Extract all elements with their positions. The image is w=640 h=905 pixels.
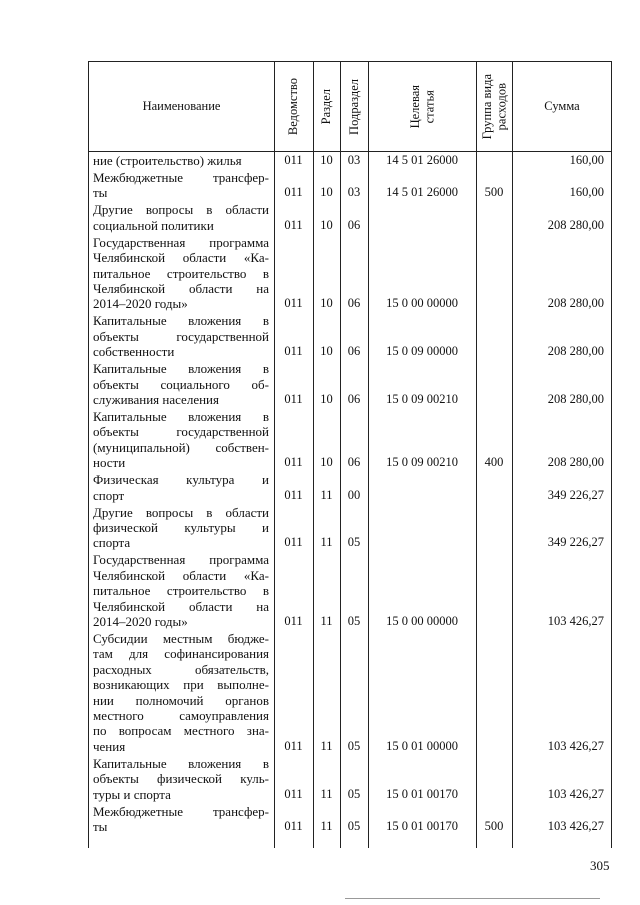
row-amount: 160,00 <box>569 152 604 167</box>
table-row <box>88 202 612 233</box>
row-amount: 208 280,00 <box>547 455 604 470</box>
header-expense-group-label <box>480 74 509 139</box>
table-row <box>88 313 612 359</box>
row-section: 11 <box>320 738 333 753</box>
row-name-line: Государственная программа <box>93 552 269 568</box>
row-name <box>93 202 269 233</box>
header-section-label: Раздел <box>319 88 334 125</box>
row-name-line: Челябинской области на <box>93 281 269 297</box>
row-name-line: Субсидии местным бюдже- <box>93 631 269 646</box>
row-target-article: 15 0 01 00170 <box>386 786 458 801</box>
header-amount <box>513 62 611 151</box>
row-name <box>93 552 269 629</box>
row-department: 011 <box>284 786 303 801</box>
header-name <box>89 62 274 151</box>
row-subsection: 06 <box>347 217 361 232</box>
header-target-line: статья <box>422 89 437 124</box>
row-department: 011 <box>284 185 303 200</box>
row-amount: 349 226,27 <box>547 487 604 502</box>
row-name-line: 2014–2020 годы» <box>93 296 188 312</box>
row-subsection: 06 <box>347 344 361 359</box>
row-name-line: ты <box>93 185 108 201</box>
row-subsection: 05 <box>347 535 361 550</box>
row-department: 011 <box>284 738 303 753</box>
header-subsection <box>341 62 368 151</box>
row-expense-group: 500 <box>484 818 504 833</box>
row-section: 11 <box>320 818 333 833</box>
row-name-line: по вопросам местного зна- <box>93 723 269 739</box>
header-bottom-border <box>88 151 612 152</box>
footer-rule <box>345 898 600 899</box>
row-subsection: 05 <box>347 786 361 801</box>
row-amount: 208 280,00 <box>547 217 604 232</box>
row-name-line: объекты социального об- <box>93 376 269 392</box>
row-amount: 208 280,00 <box>547 391 604 406</box>
row-name-line: ности <box>93 455 126 471</box>
row-target-article: 15 0 00 00000 <box>386 613 458 628</box>
row-name-line: объекты государственной <box>93 328 269 344</box>
row-department: 011 <box>284 455 303 470</box>
header-target-article <box>369 62 476 151</box>
row-expense-group: 500 <box>484 185 504 200</box>
table-row <box>88 409 612 471</box>
row-name-line: Капитальные вложения в <box>93 755 269 771</box>
table-row <box>88 472 612 503</box>
row-name <box>93 235 269 312</box>
row-name <box>93 804 269 835</box>
row-subsection: 00 <box>347 487 361 502</box>
row-name-line: расходных обязательств, <box>93 661 269 677</box>
row-name-line: Межбюджетные трансфер- <box>93 803 269 819</box>
row-subsection: 06 <box>347 391 361 406</box>
row-section: 10 <box>320 455 333 470</box>
row-name <box>93 313 269 359</box>
row-name-line: там для софинансирования <box>93 646 269 662</box>
row-subsection: 05 <box>347 613 361 628</box>
row-name-line: Физическая культура и <box>93 472 269 488</box>
row-amount: 349 226,27 <box>547 535 604 550</box>
row-name-line: Капитальные вложения в <box>93 409 269 424</box>
row-name <box>93 409 269 471</box>
budget-table <box>88 61 612 848</box>
header-amount-label: Сумма <box>544 99 580 113</box>
row-amount: 103 426,27 <box>547 786 604 801</box>
header-target-line: Целевая <box>408 84 423 129</box>
row-name-line: Государственная программа <box>93 234 269 250</box>
row-name-line: местного самоуправления <box>93 708 269 724</box>
row-name-line: Капитальные вложения в <box>93 361 269 377</box>
row-amount: 103 426,27 <box>547 613 604 628</box>
row-department: 011 <box>284 391 303 406</box>
row-name-line: служивания населения <box>93 392 219 407</box>
row-name-line: социальной политики <box>93 217 214 233</box>
row-name-line: Челябинской области на <box>93 598 269 614</box>
row-department: 011 <box>284 152 303 167</box>
header-name-label: Наименование <box>142 99 221 113</box>
row-name <box>93 472 269 503</box>
row-name-line: объекты государственной <box>93 424 269 440</box>
header-subsection-label: Подраздел <box>346 78 361 135</box>
header-department <box>275 62 313 151</box>
header-section <box>314 62 340 151</box>
row-section: 11 <box>320 535 333 550</box>
row-target-article: 15 0 09 00210 <box>386 455 458 470</box>
row-name-line: спорт <box>93 487 125 503</box>
row-section: 11 <box>320 786 333 801</box>
row-subsection: 03 <box>347 152 361 167</box>
row-amount: 208 280,00 <box>547 296 604 311</box>
row-name-line: Челябинской области «Ка- <box>93 567 269 583</box>
row-name-line: ты <box>93 819 108 834</box>
row-target-article: 15 0 00 00000 <box>386 296 458 311</box>
header-expense-group <box>477 62 512 151</box>
row-department: 011 <box>284 296 303 311</box>
table-row <box>88 361 612 407</box>
header-group-line: Группа вида <box>480 73 495 140</box>
row-amount: 208 280,00 <box>547 344 604 359</box>
row-name <box>93 153 269 168</box>
table-row <box>88 552 612 629</box>
row-name <box>93 631 269 754</box>
row-section: 11 <box>320 613 333 628</box>
row-name-line: Капитальные вложения в <box>93 313 269 329</box>
row-name-line: собственности <box>93 344 175 360</box>
row-department: 011 <box>284 344 303 359</box>
row-department: 011 <box>284 217 303 232</box>
row-name-line: объекты физической куль- <box>93 771 269 787</box>
row-section: 11 <box>320 487 333 502</box>
row-name-line: туры и спорта <box>93 786 171 802</box>
row-amount: 160,00 <box>569 185 604 200</box>
table-row <box>88 505 612 551</box>
table-row <box>88 153 612 168</box>
row-section: 10 <box>320 185 333 200</box>
header-department-label: Ведомство <box>286 77 301 136</box>
row-department: 011 <box>284 487 303 502</box>
row-target-article: 14 5 01 26000 <box>386 152 458 167</box>
table-row <box>88 804 612 835</box>
row-name-line: спорта <box>93 535 131 551</box>
row-target-article: 15 0 09 00210 <box>386 391 458 406</box>
header-group-line: расходов <box>494 82 509 131</box>
row-subsection: 05 <box>347 818 361 833</box>
row-name-line: 2014–2020 годы» <box>93 614 188 630</box>
row-section: 10 <box>320 217 333 232</box>
row-name <box>93 170 269 201</box>
row-amount: 103 426,27 <box>547 818 604 833</box>
row-subsection: 06 <box>347 296 361 311</box>
row-name <box>93 361 269 407</box>
row-department: 011 <box>284 613 303 628</box>
row-name-line: питальное строительство в <box>93 265 269 281</box>
row-name-line: Межбюджетные трансфер- <box>93 170 269 185</box>
table-row <box>88 631 612 754</box>
row-name-line: физической культуры и <box>93 520 269 535</box>
row-section: 10 <box>320 344 333 359</box>
row-section: 10 <box>320 296 333 311</box>
row-subsection: 03 <box>347 185 361 200</box>
row-name-line: (муниципальной) собствен- <box>93 439 269 455</box>
row-name-line: нии полномочий органов <box>93 692 269 708</box>
row-section: 10 <box>320 391 333 406</box>
row-expense-group: 400 <box>484 455 504 470</box>
row-amount: 103 426,27 <box>547 738 604 753</box>
row-name-line: ние (строительство) жилья <box>93 153 242 168</box>
row-department: 011 <box>284 818 303 833</box>
row-name-line: Другие вопросы в области <box>93 202 269 218</box>
row-name-line: чения <box>93 738 126 754</box>
page-number: 305 <box>590 858 610 873</box>
row-name-line: Челябинской области «Ка- <box>93 250 269 266</box>
row-section: 10 <box>320 152 333 167</box>
row-name-line: питальное строительство в <box>93 583 269 599</box>
table-row <box>88 235 612 312</box>
row-name <box>93 756 269 802</box>
row-subsection: 06 <box>347 455 361 470</box>
header-target-article-label <box>408 85 437 128</box>
row-department: 011 <box>284 535 303 550</box>
table-row <box>88 756 612 802</box>
row-subsection: 05 <box>347 738 361 753</box>
table-row <box>88 170 612 201</box>
row-target-article: 15 0 01 00170 <box>386 818 458 833</box>
row-target-article: 15 0 01 00000 <box>386 738 458 753</box>
row-name-line: Другие вопросы в области <box>93 504 269 520</box>
row-target-article: 15 0 09 00000 <box>386 344 458 359</box>
row-name-line: возникающих при выполне- <box>93 677 269 693</box>
row-target-article: 14 5 01 26000 <box>386 185 458 200</box>
row-name <box>93 505 269 551</box>
